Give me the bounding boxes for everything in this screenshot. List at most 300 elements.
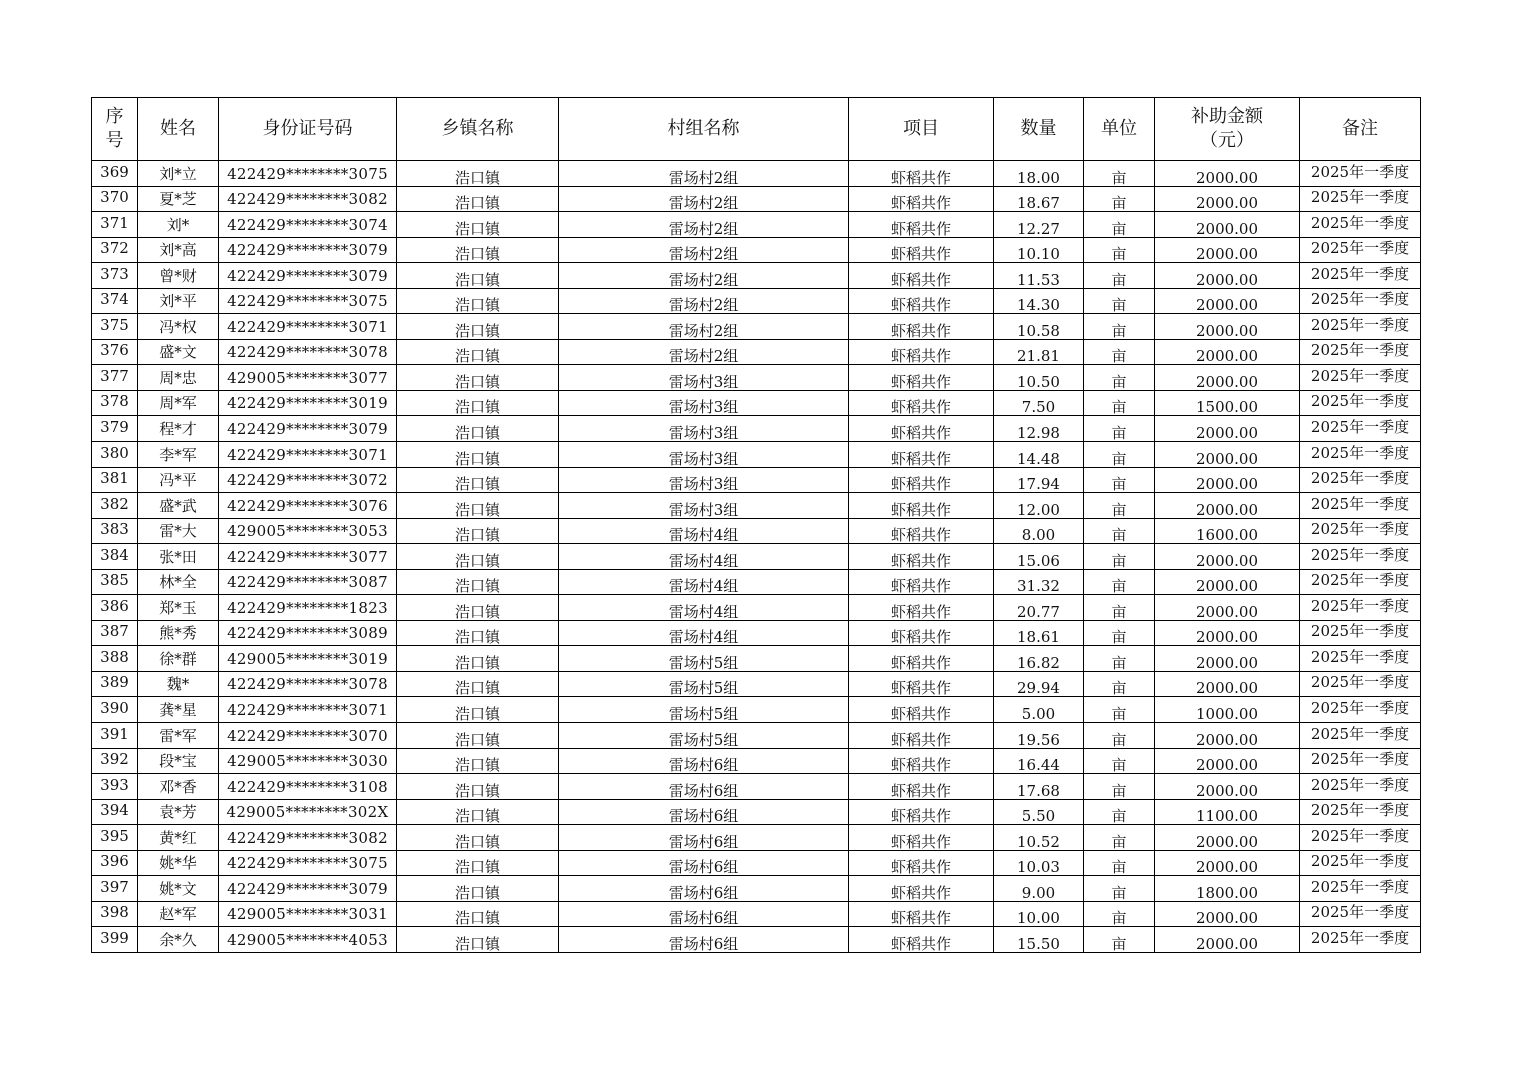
cell-remark-text: 2025年一季度 [1310,801,1410,820]
cell-quantity-text: 17.68 [1017,781,1060,800]
cell-unit-text: 亩 [1111,449,1127,468]
cell-village-group [559,263,849,289]
cell-quantity-text: 17.94 [1017,475,1060,494]
cell-unit-text: 亩 [1111,679,1127,698]
cell-name-text: 刘*高 [159,241,197,260]
cell-name [138,901,219,927]
cell-name [138,186,219,212]
cell-unit-text: 亩 [1111,577,1127,596]
cell-seq-text: 369 [100,162,129,181]
cell-seq [92,927,138,953]
table-row [92,927,1421,953]
cell-town [397,569,559,595]
header-subsidy [1155,98,1300,161]
cell-remark-text: 2025年一季度 [1310,571,1410,590]
cell-subsidy-amount [1155,339,1300,365]
cell-seq [92,850,138,876]
cell-town-text: 浩口镇 [454,756,500,775]
cell-village-group-text: 雷场村2组 [668,219,739,238]
cell-id-number-text: 422429********3079 [227,420,388,439]
cell-remark [1300,161,1421,187]
cell-project-text: 虾稻共作 [890,245,951,264]
cell-quantity-text: 11.53 [1017,270,1060,289]
cell-remark [1300,237,1421,263]
cell-unit [1084,544,1155,570]
cell-quantity-text: 18.61 [1017,628,1060,647]
cell-id-number-text: 422429********3078 [227,343,388,362]
cell-town [397,723,559,749]
cell-project-text: 虾稻共作 [890,475,951,494]
cell-remark-text: 2025年一季度 [1310,928,1410,947]
cell-id-number-text: 422429********3082 [227,190,388,209]
cell-seq-text: 396 [100,852,129,871]
cell-project [849,339,994,365]
cell-id-number [219,927,397,953]
cell-seq [92,825,138,851]
cell-name [138,288,219,314]
cell-name [138,927,219,953]
cell-remark [1300,569,1421,595]
cell-name [138,263,219,289]
cell-project-text: 虾稻共作 [890,730,951,749]
cell-project [849,569,994,595]
cell-subsidy-amount [1155,748,1300,774]
cell-remark-text: 2025年一季度 [1310,494,1410,513]
cell-subsidy-amount-text: 2000.00 [1195,449,1259,468]
cell-project-text: 虾稻共作 [890,219,951,238]
cell-unit [1084,237,1155,263]
cell-subsidy-amount-text: 2000.00 [1195,296,1259,315]
cell-town [397,825,559,851]
cell-project-text: 虾稻共作 [890,398,951,417]
cell-village-group [559,825,849,851]
cell-village-group [559,314,849,340]
cell-remark-text: 2025年一季度 [1310,443,1410,462]
cell-id-number-text: 422429********3079 [227,266,388,285]
cell-project [849,850,994,876]
cell-town [397,263,559,289]
cell-name [138,748,219,774]
cell-name [138,850,219,876]
cell-quantity [994,442,1084,468]
cell-project [849,237,994,263]
cell-unit [1084,927,1155,953]
cell-name [138,544,219,570]
cell-quantity-text: 10.50 [1017,372,1060,391]
cell-subsidy-amount-text: 2000.00 [1195,270,1259,289]
cell-seq-text: 382 [100,494,129,513]
cell-name [138,314,219,340]
cell-town-text: 浩口镇 [454,551,500,570]
cell-unit [1084,799,1155,825]
cell-remark-text: 2025年一季度 [1310,469,1410,488]
cell-unit-text: 亩 [1111,909,1127,928]
cell-village-group [559,544,849,570]
cell-village-group [559,390,849,416]
cell-town [397,876,559,902]
cell-town-text: 浩口镇 [454,883,500,902]
cell-town-text: 浩口镇 [454,679,500,698]
cell-project-text: 虾稻共作 [890,270,951,289]
cell-remark-text: 2025年一季度 [1310,647,1410,666]
cell-remark [1300,876,1421,902]
cell-quantity [994,723,1084,749]
table-row [92,748,1421,774]
cell-id-number-text: 422429********3071 [227,445,388,464]
cell-subsidy-amount [1155,237,1300,263]
cell-town-text: 浩口镇 [454,424,500,443]
cell-remark [1300,186,1421,212]
cell-id-number [219,799,397,825]
cell-village-group [559,442,849,468]
cell-unit-text: 亩 [1111,807,1127,826]
cell-id-number [219,646,397,672]
cell-subsidy-amount-text: 2000.00 [1195,756,1259,775]
cell-town-text: 浩口镇 [454,705,500,724]
cell-name-text: 曾*财 [159,266,197,285]
cell-village-group-text: 雷场村5组 [668,679,739,698]
cell-town [397,671,559,697]
cell-village-group [559,237,849,263]
cell-unit [1084,416,1155,442]
cell-name-text: 夏*芝 [159,190,197,209]
cell-id-number-text: 429005********302X [226,803,389,822]
cell-remark-text: 2025年一季度 [1310,826,1410,845]
cell-id-number-text: 422429********3074 [227,215,388,234]
cell-seq [92,620,138,646]
cell-project-text: 虾稻共作 [890,321,951,340]
cell-town-text: 浩口镇 [454,781,500,800]
cell-quantity [994,748,1084,774]
cell-town-text: 浩口镇 [454,194,500,213]
cell-subsidy-amount-text: 2000.00 [1195,858,1259,877]
cell-remark-text: 2025年一季度 [1310,290,1410,309]
cell-id-number-text: 429005********3030 [227,752,388,771]
cell-village-group [559,927,849,953]
table-row [92,288,1421,314]
cell-subsidy-amount [1155,620,1300,646]
cell-name [138,620,219,646]
cell-subsidy-amount [1155,212,1300,238]
cell-quantity [994,288,1084,314]
cell-quantity [994,671,1084,697]
cell-project [849,365,994,391]
cell-subsidy-amount [1155,544,1300,570]
cell-name [138,774,219,800]
cell-project [849,901,994,927]
cell-unit [1084,390,1155,416]
cell-subsidy-amount [1155,876,1300,902]
cell-seq [92,161,138,187]
cell-name-text: 袁*芳 [159,803,197,822]
table-row [92,467,1421,493]
cell-town [397,212,559,238]
cell-remark-text: 2025年一季度 [1310,877,1410,896]
cell-subsidy-amount [1155,850,1300,876]
cell-project-text: 虾稻共作 [890,551,951,570]
cell-unit-text: 亩 [1111,756,1127,775]
cell-quantity-text: 29.94 [1017,679,1060,698]
cell-village-group [559,799,849,825]
cell-seq-text: 374 [100,290,129,309]
cell-town [397,161,559,187]
cell-town-text: 浩口镇 [454,653,500,672]
cell-subsidy-amount [1155,493,1300,519]
cell-village-group-text: 雷场村6组 [668,883,739,902]
cell-town-text: 浩口镇 [454,909,500,928]
cell-unit-text: 亩 [1111,730,1127,749]
cell-id-number [219,901,397,927]
cell-subsidy-amount [1155,697,1300,723]
cell-name [138,697,219,723]
cell-unit-text: 亩 [1111,270,1127,289]
cell-seq [92,595,138,621]
cell-village-group-text: 雷场村6组 [668,781,739,800]
cell-seq [92,876,138,902]
cell-seq [92,799,138,825]
cell-id-number [219,697,397,723]
cell-quantity-text: 5.00 [1021,705,1056,724]
cell-town [397,595,559,621]
cell-quantity-text: 18.00 [1017,168,1060,187]
cell-unit [1084,493,1155,519]
cell-remark [1300,723,1421,749]
cell-quantity-text: 10.58 [1017,321,1060,340]
cell-id-number [219,416,397,442]
cell-village-group-text: 雷场村2组 [668,194,739,213]
cell-remark [1300,365,1421,391]
cell-project-text: 虾稻共作 [890,372,951,391]
cell-seq-text: 380 [100,443,129,462]
cell-name-text: 林*全 [159,573,197,592]
cell-name [138,876,219,902]
cell-village-group-text: 雷场村3组 [668,398,739,417]
cell-seq [92,493,138,519]
cell-id-number-text: 422429********3082 [227,828,388,847]
cell-subsidy-amount-text: 2000.00 [1195,500,1259,519]
cell-quantity [994,595,1084,621]
cell-town [397,288,559,314]
cell-unit-text: 亩 [1111,347,1127,366]
cell-name-text: 赵*军 [159,905,197,924]
cell-quantity [994,467,1084,493]
cell-remark [1300,212,1421,238]
cell-name-text: 刘*立 [159,164,197,183]
cell-town-text: 浩口镇 [454,628,500,647]
cell-subsidy-amount-text: 2000.00 [1195,321,1259,340]
cell-seq-text: 394 [100,801,129,820]
cell-subsidy-amount-text: 2000.00 [1195,934,1259,953]
table-row [92,697,1421,723]
table-row [92,237,1421,263]
cell-id-number-text: 422429********3078 [227,675,388,694]
cell-id-number [219,620,397,646]
cell-id-number [219,390,397,416]
cell-town-text: 浩口镇 [454,449,500,468]
cell-subsidy-amount [1155,799,1300,825]
cell-subsidy-amount-text: 2000.00 [1195,194,1259,213]
cell-name-text: 刘* [166,215,190,234]
cell-village-group [559,850,849,876]
cell-unit-text: 亩 [1111,245,1127,264]
cell-subsidy-amount [1155,569,1300,595]
cell-id-number [219,186,397,212]
cell-village-group [559,595,849,621]
cell-name [138,595,219,621]
header-seq [92,98,138,161]
cell-remark [1300,595,1421,621]
cell-seq [92,237,138,263]
cell-quantity [994,237,1084,263]
cell-town [397,493,559,519]
cell-remark-text: 2025年一季度 [1310,188,1410,207]
cell-name-text: 黄*红 [159,828,197,847]
cell-seq-text: 385 [100,571,129,590]
cell-quantity-text: 16.44 [1017,756,1060,775]
cell-name [138,390,219,416]
cell-remark-text: 2025年一季度 [1310,750,1410,769]
cell-remark-text: 2025年一季度 [1310,622,1410,641]
cell-seq-text: 393 [100,775,129,794]
cell-town [397,518,559,544]
cell-name [138,237,219,263]
cell-village-group [559,365,849,391]
cell-project-text: 虾稻共作 [890,883,951,902]
cell-name-text: 盛*武 [159,496,197,515]
cell-town-text: 浩口镇 [454,347,500,366]
cell-project [849,595,994,621]
cell-id-number-text: 422429********3089 [227,624,388,643]
cell-name-text: 姚*文 [159,879,197,898]
header-project: 项目 [849,98,994,161]
cell-subsidy-amount [1155,161,1300,187]
cell-quantity-text: 7.50 [1021,398,1056,417]
cell-seq-text: 399 [100,928,129,947]
cell-village-group-text: 雷场村6组 [668,858,739,877]
cell-quantity [994,416,1084,442]
cell-id-number-text: 422429********3079 [227,241,388,260]
table-row [92,799,1421,825]
cell-village-group-text: 雷场村6组 [668,832,739,851]
cell-name-text: 李*军 [159,445,197,464]
cell-seq [92,518,138,544]
cell-subsidy-amount [1155,263,1300,289]
table-row [92,569,1421,595]
cell-town-text: 浩口镇 [454,500,500,519]
cell-name-text: 熊*秀 [159,624,197,643]
cell-quantity-text: 19.56 [1017,730,1060,749]
cell-town-text: 浩口镇 [454,730,500,749]
cell-seq-text: 371 [100,213,129,232]
cell-seq-text: 391 [100,724,129,743]
cell-seq [92,416,138,442]
cell-seq [92,697,138,723]
cell-id-number [219,544,397,570]
cell-remark-text: 2025年一季度 [1310,699,1410,718]
cell-subsidy-amount-text: 2000.00 [1195,577,1259,596]
cell-project [849,774,994,800]
cell-unit [1084,697,1155,723]
cell-name [138,569,219,595]
cell-project [849,876,994,902]
cell-project-text: 虾稻共作 [890,807,951,826]
cell-name [138,442,219,468]
cell-subsidy-amount [1155,390,1300,416]
cell-unit-text: 亩 [1111,781,1127,800]
cell-quantity [994,646,1084,672]
cell-town-text: 浩口镇 [454,398,500,417]
cell-remark-text: 2025年一季度 [1310,366,1410,385]
cell-name [138,825,219,851]
cell-project-text: 虾稻共作 [890,194,951,213]
cell-subsidy-amount [1155,825,1300,851]
cell-quantity [994,493,1084,519]
cell-subsidy-amount [1155,927,1300,953]
table-row [92,595,1421,621]
cell-quantity-text: 14.48 [1017,449,1060,468]
subsidy-roster-table [91,97,1421,953]
table-row [92,774,1421,800]
cell-seq-text: 381 [100,469,129,488]
cell-town-text: 浩口镇 [454,807,500,826]
cell-seq [92,544,138,570]
cell-town-text: 浩口镇 [454,296,500,315]
cell-subsidy-amount-text: 2000.00 [1195,245,1259,264]
cell-name-text: 郑*玉 [159,598,197,617]
cell-town [397,186,559,212]
cell-subsidy-amount-text: 2000.00 [1195,679,1259,698]
cell-id-number [219,518,397,544]
cell-town [397,365,559,391]
cell-id-number [219,723,397,749]
cell-seq [92,288,138,314]
cell-remark-text: 2025年一季度 [1310,239,1410,258]
cell-project-text: 虾稻共作 [890,781,951,800]
cell-subsidy-amount [1155,416,1300,442]
cell-seq [92,467,138,493]
cell-seq-text: 389 [100,673,129,692]
cell-village-group [559,620,849,646]
cell-subsidy-amount [1155,646,1300,672]
cell-town [397,467,559,493]
cell-town [397,442,559,468]
cell-subsidy-amount-text: 1500.00 [1195,398,1259,417]
table-row [92,544,1421,570]
cell-unit [1084,442,1155,468]
table-row [92,620,1421,646]
cell-project-text: 虾稻共作 [890,296,951,315]
cell-village-group [559,288,849,314]
cell-remark [1300,339,1421,365]
cell-id-number [219,339,397,365]
cell-village-group-text: 雷场村3组 [668,372,739,391]
cell-town [397,748,559,774]
cell-quantity-text: 10.10 [1017,245,1060,264]
cell-subsidy-amount-text: 2000.00 [1195,347,1259,366]
cell-unit [1084,774,1155,800]
cell-village-group [559,518,849,544]
cell-town [397,927,559,953]
table-body [92,161,1421,953]
cell-town [397,237,559,263]
cell-unit [1084,186,1155,212]
cell-town-text: 浩口镇 [454,832,500,851]
table-row [92,876,1421,902]
cell-seq-text: 375 [100,315,129,334]
cell-quantity [994,314,1084,340]
cell-name-text: 邓*香 [159,777,197,796]
cell-quantity-text: 15.50 [1017,934,1060,953]
